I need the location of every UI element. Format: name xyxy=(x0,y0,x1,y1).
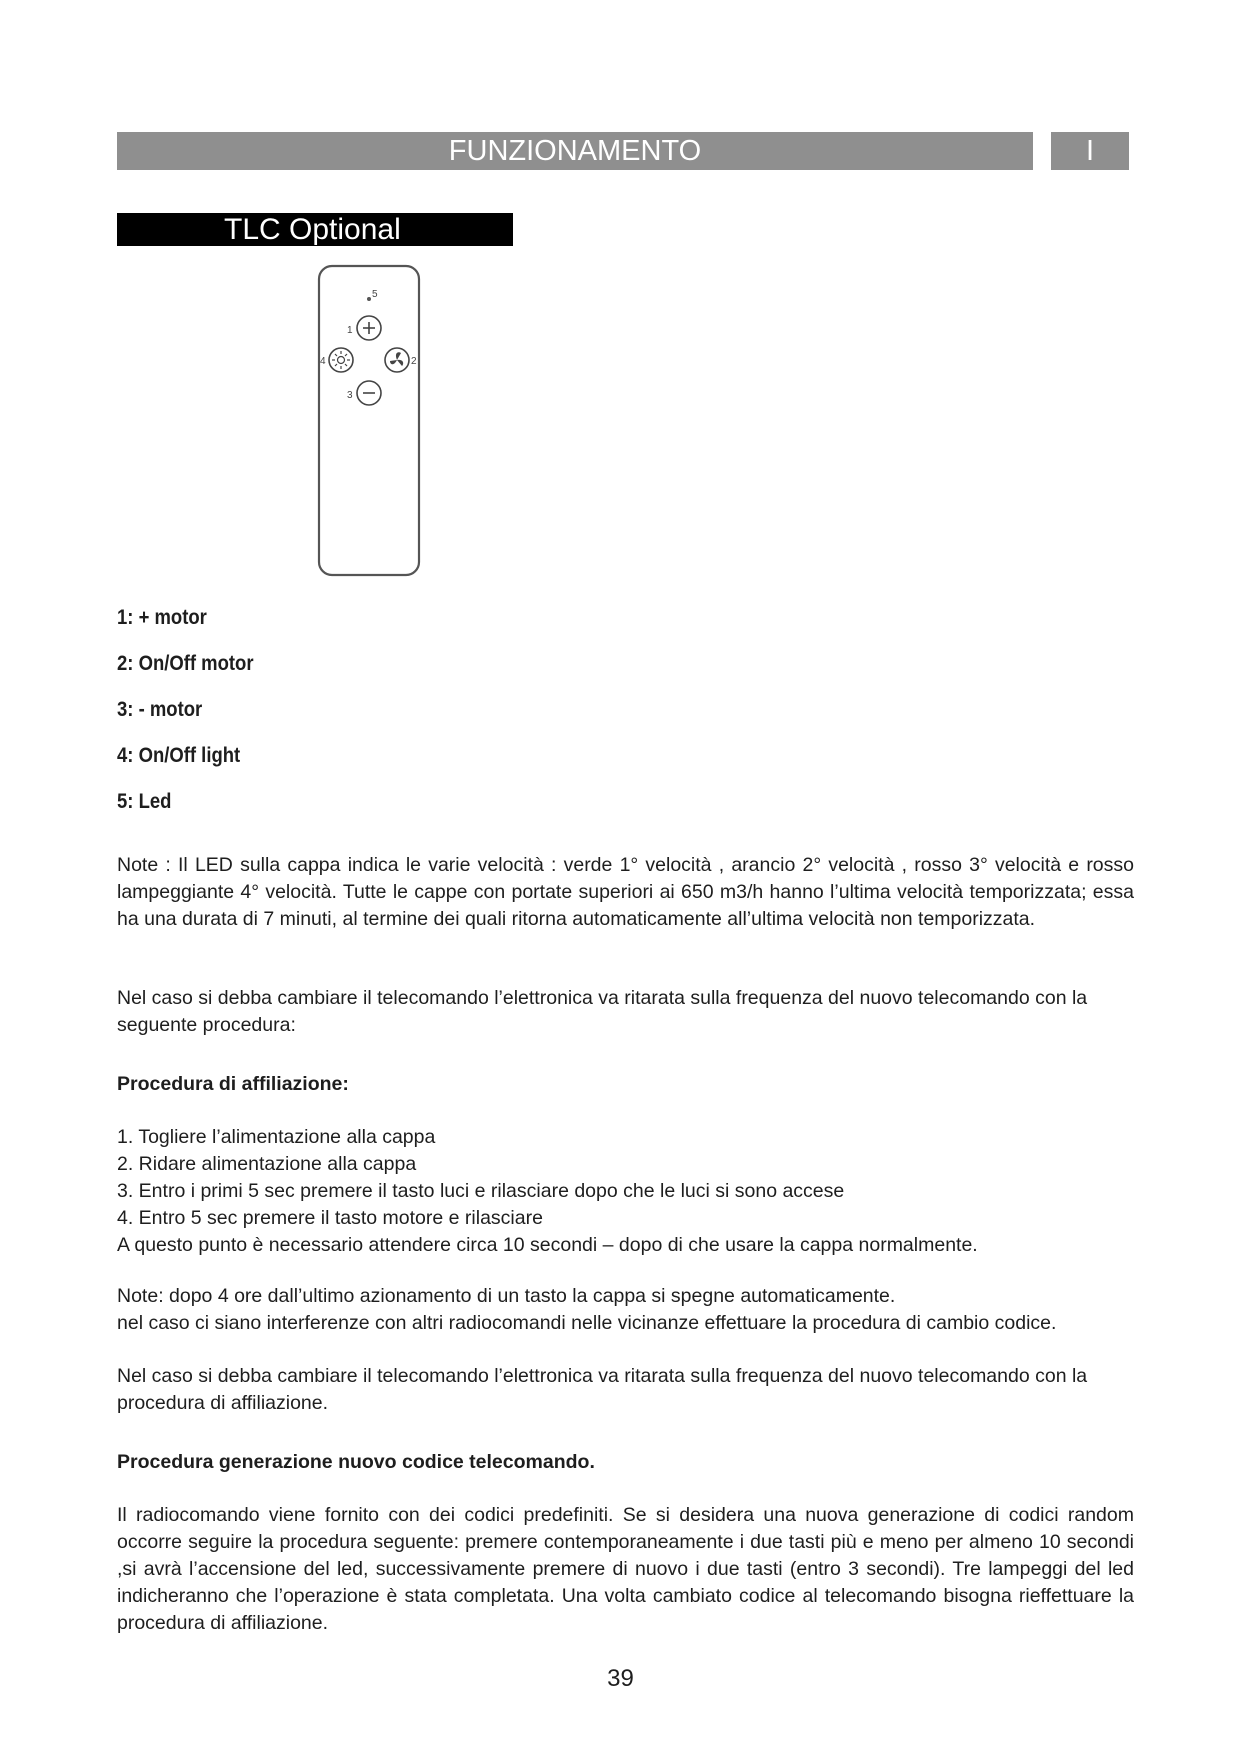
minus-button-icon xyxy=(357,381,381,405)
remote-body xyxy=(319,266,419,575)
legend-item: 2: On/Off motor xyxy=(117,652,254,675)
subsection-title: TLC Optional xyxy=(224,213,401,246)
affiliation-steps xyxy=(117,1124,1134,1259)
step-item: 2. Ridare alimentazione alla cappa xyxy=(117,1153,417,1175)
shutdown-note-line: Note: dopo 4 ore dall’ultimo azionamento di un tasto la cappa si spegne automaticamente. xyxy=(117,1285,896,1307)
button-legend xyxy=(117,606,272,836)
step-item: 1. Togliere l’alimentazione alla cappa xyxy=(117,1126,436,1148)
step-item: 4. Entro 5 sec premere il tasto motore e rilasciare xyxy=(117,1207,543,1229)
header-title: FUNZIONAMENTO xyxy=(448,135,702,167)
label-4: 4 xyxy=(320,356,326,367)
affiliation-heading: Procedura di affiliazione: xyxy=(117,1073,349,1095)
subsection-title-bar xyxy=(117,213,513,246)
legend-item: 3: - motor xyxy=(117,698,203,721)
remote-control-illustration xyxy=(314,263,424,581)
language-tab xyxy=(1051,132,1129,170)
led-indicator-icon xyxy=(367,297,371,301)
legend-item: 1: + motor xyxy=(117,606,207,629)
language-code: I xyxy=(1085,135,1095,167)
after-steps-text: A questo punto è necessario attendere circa 10 secondi – dopo di che usare la cappa normalmente. xyxy=(117,1234,978,1256)
label-1: 1 xyxy=(347,325,353,336)
page-number: 39 xyxy=(607,1665,634,1692)
led-note-paragraph: Note : Il LED sulla cappa indica le varie velocità : verde 1° velocità , arancio 2° velocità , rosso 3° velocità e rosso lampeggiante 4° velocità. Tutte le cappe con portate superiori ai 650 m3/h hanno l’ultima velocità temporizzata; essa ha una durata di 7 minuti, al termine dei quali ritorna automaticamente all’ultima velocità non temporizzata. xyxy=(117,854,1134,930)
step-item: 3. Entro i primi 5 sec premere il tasto luci e rilasciare dopo che le luci si sono accese xyxy=(117,1180,845,1202)
new-code-paragraph: Il radiocomando viene fornito con dei codici predefiniti. Se si desidera una nuova generazione di codici random occorre seguire la procedura seguente: premere contemporaneamente i due tasti più e meno per almeno 10 secondi ,si avrà l’accensione del led, successivamente premere di nuovo i due tasti (entro 3 secondi). Tre lampeggi del led indicheranno che l’operazione è stata completata. Una volta cambiato codice al telecomando bisogna rieffettuare la procedura di affiliazione. xyxy=(117,1504,1134,1634)
light-button-icon xyxy=(329,348,353,372)
plus-button-icon xyxy=(357,316,381,340)
label-2: 2 xyxy=(411,356,417,367)
legend-item: 5: Led xyxy=(117,790,172,813)
change-remote-paragraph: Nel caso si debba cambiare il telecomando l’elettronica va ritarata sulla frequenza del nuovo telecomando con la seguente procedura: xyxy=(117,987,1088,1036)
shutdown-note xyxy=(117,1283,1134,1337)
interference-note-line: nel caso ci siano interferenze con altri radiocomandi nelle vicinanze effettuare la procedura di cambio codice. xyxy=(117,1312,1057,1334)
section-header-bar xyxy=(117,132,1033,170)
change-remote-affiliation-paragraph: Nel caso si debba cambiare il telecomando l’elettronica va ritarata sulla frequenza del nuovo telecomando con la procedura di affiliazione. xyxy=(117,1365,1088,1414)
label-3: 3 xyxy=(347,390,353,401)
legend-item: 4: On/Off light xyxy=(117,744,241,767)
label-5: 5 xyxy=(372,289,378,300)
new-code-heading: Procedura generazione nuovo codice telecomando. xyxy=(117,1451,595,1473)
fan-button-icon xyxy=(385,348,409,372)
